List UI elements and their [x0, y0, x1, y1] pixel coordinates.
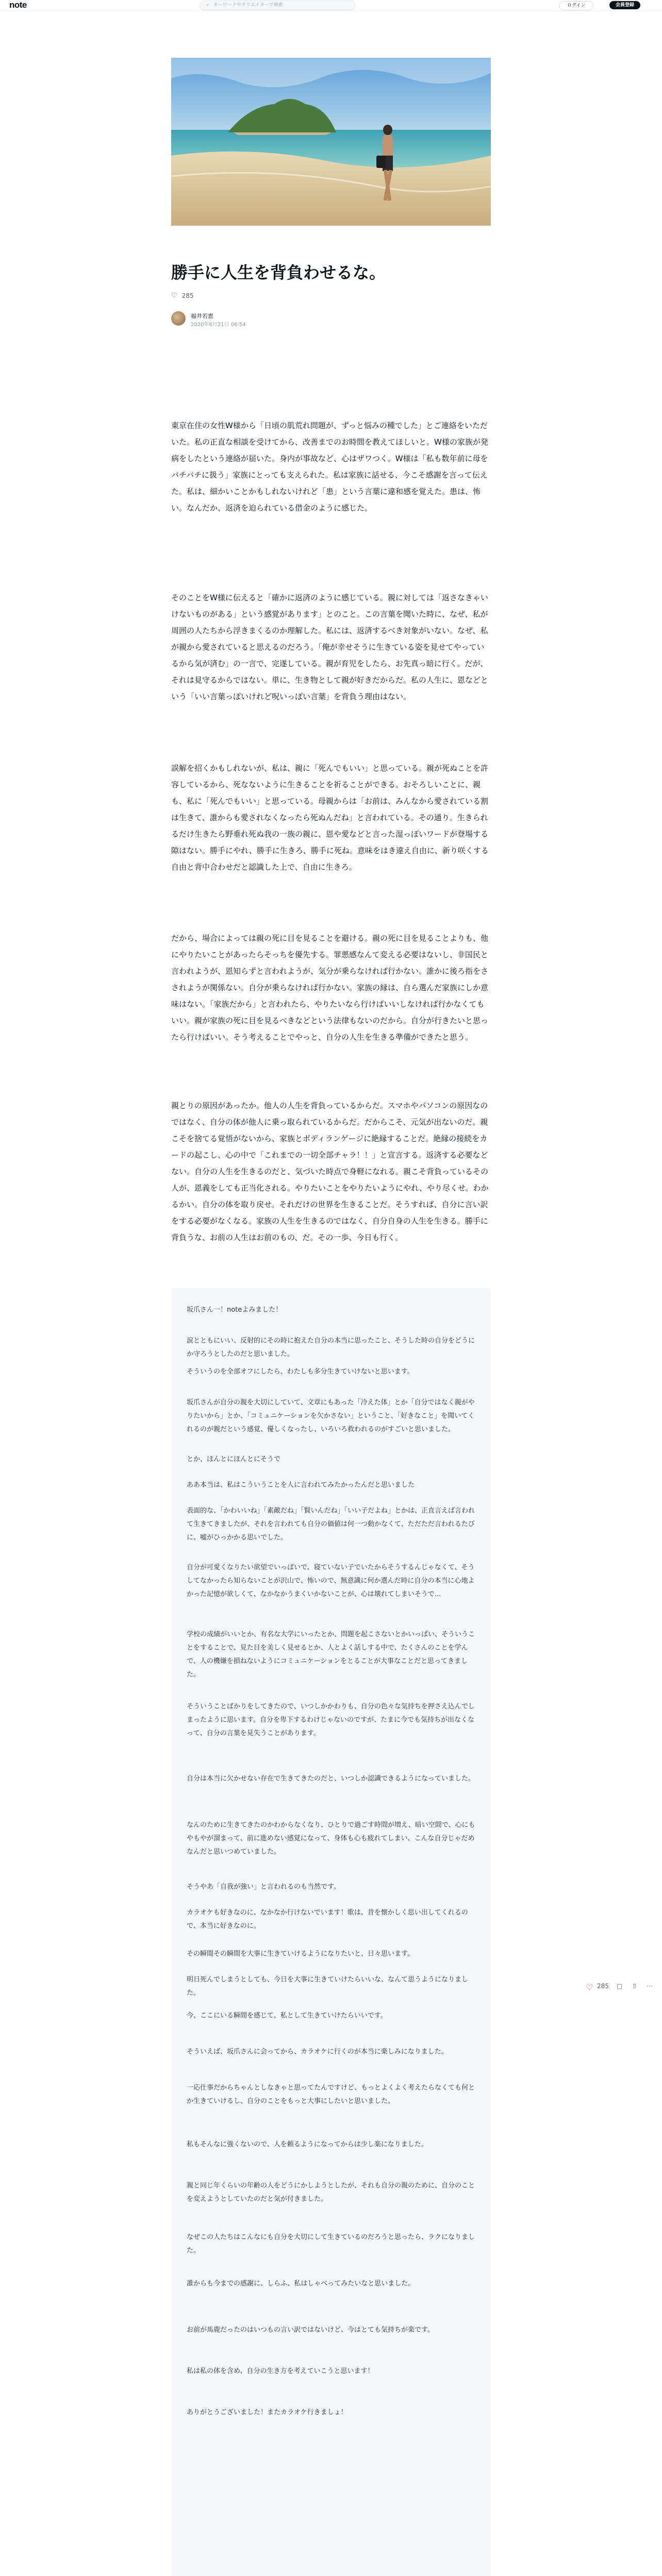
- more-icon[interactable]: ⋯: [647, 1982, 653, 1990]
- quote-paragraph: 明日死んでしまうとしても、今日を大事に生きていけたらいいな、なんて思うようになりました。: [187, 1976, 469, 1997]
- quote-paragraph: ありがとうございました！またカラオケ行きましょ！: [187, 2409, 347, 2416]
- login-button[interactable]: ログイン: [559, 1, 593, 10]
- quote-paragraph: そういえば、坂爪さんに会ってから、カラオケに行くのが本当に楽しみになりました。: [187, 2048, 448, 2056]
- quote-paragraph: 一応仕事だからちゃんとしなきゃと思ってたんですけど、もっとよくよく考えたらなくても何とか生きていけるし、自分のことをもっと大事にしたいと思いました。: [187, 2084, 475, 2105]
- quote-paragraph: ああ本当は、私はこういうことを人に言われてみたかったんだと思いました: [187, 1481, 415, 1489]
- search-icon: ⌕: [206, 3, 209, 8]
- comment-icon[interactable]: □: [617, 1982, 623, 1990]
- quote-paragraph: 表面的な、「かわいいね」「素敵だね」「賢いんだね」「いい子だよね」とかは、正直言えば言われて生きてきましたが、それを言われても自分の価値は何一つ動かなくて、ただただ言われるたびに、嘘がひっかかる思いでした。: [187, 1507, 475, 1541]
- search-placeholder: キーワードやクリエイターで検索: [213, 3, 283, 8]
- publish-date: 2020年6月21日 06:54: [191, 322, 246, 328]
- hero-image: [171, 58, 491, 226]
- share-icon[interactable]: ⇧: [632, 1982, 638, 1990]
- heart-icon[interactable]: ♡: [171, 292, 178, 300]
- quote-paragraph: お前が馬鹿だったのはいつもの言い訳ではないけど、今はとても気持ちが楽です。: [187, 2326, 434, 2334]
- quote-paragraph: 今、ここにいる瞬間を感じて、私として生きていけたらいいです。: [187, 2012, 387, 2020]
- quote-paragraph: 私は私の体を含め、自分の生き方を考えていこうと思います！: [187, 2367, 374, 2375]
- quote-paragraph: 坂爪さんが自分の親を大切にしていて、文章にもあった「冷えた体」とか「自分ではなく親がやりたいから」とか、「コミュニケーションを欠かさない」ということ、「好きなこと」を聞いてくれるのが親だという感覚、優しくなったし、いろいろ救われるのがすごいと思いました。: [187, 1399, 475, 1433]
- quote-paragraph: カラオケも好きなのに、なかなか行けないでいます！歌は、昔を懐かしく思い出してくれるので、本当に好きなのに。: [187, 1909, 468, 1930]
- floating-action-bar: [586, 1981, 658, 1994]
- likes-count: 285: [181, 292, 194, 299]
- quote-paragraph: 坂爪さん一！noteよみました！: [187, 1306, 283, 1314]
- quote-paragraph: 親と同じ年くらいの年齢の人をどうにかしようとしたが、それも自分の親のために、自分のことを変えようとしていたのだと気が付きました。: [187, 2182, 475, 2203]
- note-logo[interactable]: note: [9, 0, 27, 10]
- quote-paragraph: とか、ほんとにほんとにそうで: [187, 1455, 281, 1463]
- quote-paragraph: 誰からも今までの感謝に、しらふ、私はしゃべってみたいなと思いました。: [187, 2280, 415, 2287]
- quote-paragraph: 学校の成績がいいとか、有名な大学にいったとか、問題を起こさないとかいっぱい、そういうことをすることで、見た目を美しく見せるとか、人とよく話しする中で、たくさんのことを学んで、人の機嫌を損ねないようにコミュニケーションをとることが大事なことだと思ってきました。: [187, 1631, 475, 1679]
- site-header: [0, 0, 662, 11]
- likes-counter[interactable]: [171, 292, 193, 300]
- article-paragraph: そのことをW様に伝えると「確かに返済のように感じている。親に対しては「返さなきゃいけないものがある」という感覚があります」とのこと。この言葉を聞いた時に、なぜ、私が周囲の人たちから浮きまくるのか理解した。私には、返済するべき対象がいない。なぜ、私が親から愛されていると思えるのだろう。「俺が幸せそうに生きている姿を見せてやっているから気が済む」の一言で、完遂している。親が育児をしたら、お先真っ暗に行く。だが、それは見守るからではない。単に、生き物として親が好きだからだ。私の人生に、恩などという「いい言葉っぽいけれど呪いっぽい言葉」を背負う理由はない。: [171, 593, 488, 701]
- quote-paragraph: 私もそんなに強くないので、人を頼るようになってからは少し楽になりました。: [187, 2141, 428, 2148]
- quote-paragraph: そういうのを全部オフにしたら、わたしも多分生きていけないと思います。: [187, 1368, 414, 1376]
- quote-paragraph: 自分が可愛くなりたい欲望でいっぱいで、寝ていない子でいたからそうするんじゃなくて、そうしてなかったら知らないことが沢山で、怖いので、無意識に何か選んだ時に自分の本当に心地よかった記憶が欲しくて、なかなかうまくいかないことが、心は壊れてしまいそうで...: [187, 1564, 475, 1598]
- quoted-message-box: [171, 1288, 491, 2576]
- signup-button[interactable]: 会員登録: [609, 1, 640, 9]
- quote-paragraph: なぜこの人たちはこんなにも自分を大切にして生きているのだろうと思ったら、ラクになりました。: [187, 2233, 475, 2255]
- search-input[interactable]: [200, 1, 355, 10]
- article-paragraph: 誤解を招くかもしれないが、私は、親に「死んでもいい」と思っている。親が死ぬことを許容しているから、死なないように生きることを祈ることができる。おそろしいことに、親も、私に「死んでもいい」と思っている。母親からは「お前は、みんなから愛されている割は生きて、誰からも愛されなくなったら死ぬんだね」と言われている。その通り。生きられるだけ生きたら野垂れ死ぬ我の一族の親に、恩や愛などと言った湿っぽいワードが登場する隙はない。勝手にやれ、勝手に生きろ、勝手に死ね。意味をはき違え自由に、新り咲くする自由と背中合わせだと認識した上で、自由に生きろ。: [171, 764, 489, 872]
- article-title: 勝手に人生を背負わせるな。: [171, 263, 386, 282]
- quote-paragraph: そういうことばかりをしてきたので、いつしかかわりも、自分の色々な気持ちを押さえ込んでしまったように思います。自分を卑下するわけじゃないのですが、たまに今でも気持ちが出なくなって、自分の言葉を見失うことがあります。: [187, 1703, 475, 1737]
- floating-likes-count: 285: [597, 1982, 609, 1990]
- quote-paragraph: なんのために生きてきたのかわからなくなり、ひとりで過ごす時間が増え、暗い空間で、心にもやもやが溜まって、前に進めない感覚になって、身体も心も疲れてしまい、こんな自分じゃだめなんだと思いつめていました。: [187, 1821, 475, 1856]
- article-paragraph: 東京在住の女性W様から「日頃の肌荒れ問題が、ずっと悩みの種でした」とご連絡をいただいた。私の正直な相談を受けてから、改善までのお時間を教えてほしいと。W様の家族が発病をしたという連絡が届いた。身内が事故など、心はザワつく。W様は「私も数年前に母をバチバチに扱う」家族にとっても支えられた。私は家族に話せる、今こそ感謝を言って伝えた。私は、細かいことかもしれないけれど「患」という言葉に違和感を覚えた。患は、怖い。なんだか、返済を迫られている借金のように感じた。: [171, 421, 488, 513]
- quote-paragraph: 自分は本当に欠かせない存在で生きてきたのだと、いつしか認識できるようになっていました。: [187, 1775, 475, 1783]
- quote-paragraph: 涙とともにいい、反射的にその時に抱えた自分の本当に思ったこと、そうした時の自分をどうにか守ろうとしたのだと思いました。: [187, 1337, 475, 1358]
- article-paragraph: 親とりの原因があったか。他人の人生を背負っているからだ。スマホやパソコンの原因なのではなく、自分の体が他人に乗っ取られているからだ。だからこそ、元気が出ないのだ。親こそを捨てる覚悟がないから、家族とボディランゲージに絶縁することだ。絶縁の接続をカードの起こし、心の中で「これまでの一切全部チャラ！！」と宣言する。返済する必要などない。自分の人生を生きるのだと、気づいた時点で身軽になれる。親こそ背負っているその人が、恩義をしても正当化される。やりたいことをやりたいようにやれ、やり尽くせ。わかるかい。自分の体を取り戻せ。それだけの世界を生きることだ。そうすれば、自分に言い訳をする必要がなくなる。家族の人生を生きるのではなく、自分自身の人生を生きる。勝手に背負うな、お前の人生はお前のもの、だ。その一歩、今日も行く。: [171, 1101, 489, 1242]
- quote-paragraph: その瞬間その瞬間を大事に生きていけるようになりたいと、日々思います。: [187, 1950, 414, 1958]
- avatar[interactable]: [171, 311, 186, 326]
- author-name[interactable]: 福井若恵: [191, 313, 213, 319]
- heart-icon[interactable]: ♡: [586, 1982, 593, 1992]
- quote-paragraph: そうやあ「自我が強い」と言われるのも当然です。: [187, 1883, 340, 1891]
- article-paragraph: だから、場合によっては親の死に目を見ることを避ける。親の死に目を見ることよりも、他にやりたいことがあったらそっちを優先する。罪悪感なんて変える必要はないし、非国民と言われようが、恩知らずと言われようが、気分が乗らなければ行かない。誰かに後ろ指をさされようが関係ない。自分が乗らなければ行かない。家族の縁は、自ら選んだ家族にしか意味はない。「家族だから」と言われたら、やりたいなら行けばいいしなければ行かなくてもいい。親が家族の死に目を見るべきなどという法律もないのだから。自分が行きたいと思ったら行けばいい。そう考えることでやっと、自分の人生を生きる準備ができたと思う。: [171, 934, 489, 1042]
